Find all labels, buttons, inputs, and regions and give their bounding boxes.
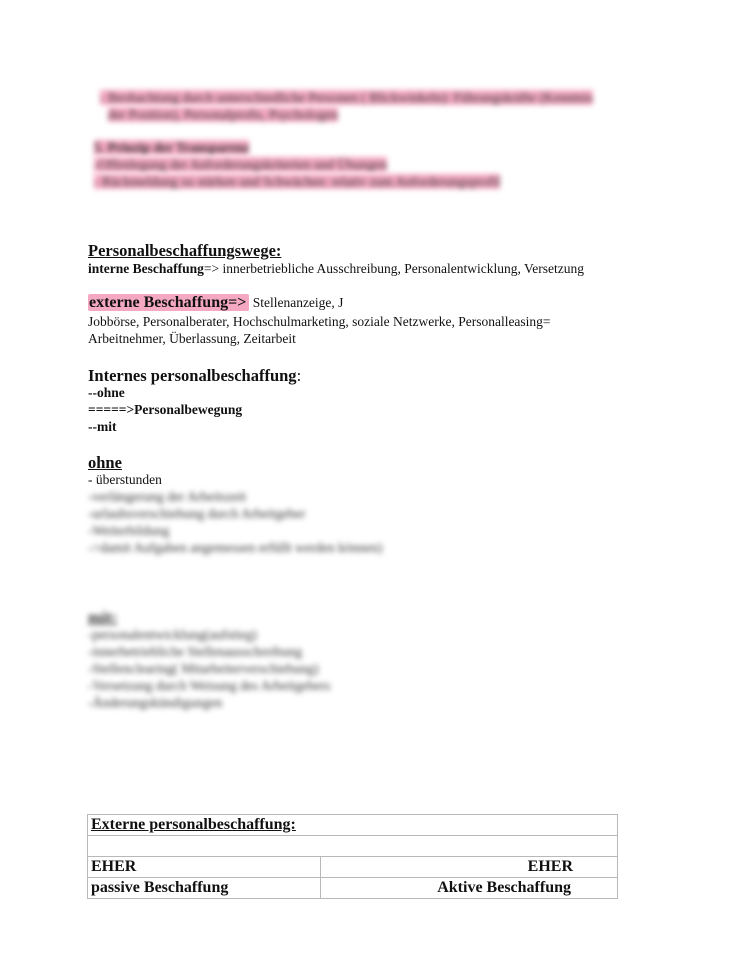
top-bullet-1a: - Beobachtung durch unterschiedliche Personen ( Blickwinkeln): Führungskräfte (Kenntnis (100, 90, 593, 105)
extern-line-3: Arbeitnehmer, Überlassung, Zeitarbeit (88, 331, 296, 346)
externe-table (87, 814, 618, 899)
intern-heading: Internes personalbeschaffung: (88, 366, 302, 385)
table-right-1: EHER (321, 857, 618, 878)
table-empty-cell (88, 836, 618, 857)
table-left-1: EHER (88, 857, 321, 878)
mit-item-2: -Stellenclearing( Mitarbeiterverschiebung) (88, 661, 319, 676)
ohne-item-1: -verlängerung der Arbeitszeit (88, 489, 247, 504)
top-bullet-2: -Offenlegung der Anforderungskriterien und Übungen (94, 157, 387, 172)
table-title: Externe personalbeschaffung: (88, 815, 618, 836)
table-row (88, 836, 618, 857)
intern-mit: --mit (88, 419, 117, 434)
ohne-item-2: -urlaubsverschiebung durch Arbeitgeber (88, 506, 306, 521)
table-row (88, 815, 618, 836)
table-row (88, 878, 618, 899)
ohne-item-3: -Weiterbildung (88, 523, 170, 538)
mit-item-1: -innerbetriebliche Stellenausschreibung (88, 644, 303, 659)
top-bullet-3: - Rückmeldung zu stärken und Schwächen: relativ zum Anforderungsprofil (94, 174, 501, 189)
table-row (88, 857, 618, 878)
ohne-item-0: - überstunden (88, 472, 162, 487)
mit-item-3: -Versetzung durch Weisung des Arbeitgebers (88, 678, 331, 693)
table-left-2: passive Beschaffung (88, 878, 321, 899)
table-right-2: Aktive Beschaffung (321, 878, 618, 899)
extern-line: externe Beschaffung=> Stellenanzeige, J (89, 294, 344, 311)
extern-line-2: Jobbörse, Personalberater, Hochschulmarketing, soziale Netzwerke, Personalleasing= (88, 314, 551, 329)
wege-heading: Personalbeschaffungswege: (88, 241, 282, 260)
top-bullet-1b: der Position), Personalprofis, Psychologen (108, 107, 338, 122)
mit-item-0: -personalentwicklung(aufstieg) (88, 627, 257, 642)
mit-heading: mit: (88, 608, 118, 627)
principle-title: 5. Prinzip der Transparenz (94, 140, 250, 155)
ohne-heading: ohne (88, 453, 122, 472)
mit-item-4: -Änderungskündigungen (88, 695, 223, 710)
intern-arrow: =====>Personalbewegung (88, 402, 243, 417)
intern-line: interne Beschaffung=> innerbetriebliche Ausschreibung, Personalentwicklung, Versetzung (88, 261, 585, 276)
intern-ohne: --ohne (88, 385, 125, 400)
ohne-item-4: ->damit Aufgaben angemessen erfüllt werden können) (88, 540, 383, 555)
